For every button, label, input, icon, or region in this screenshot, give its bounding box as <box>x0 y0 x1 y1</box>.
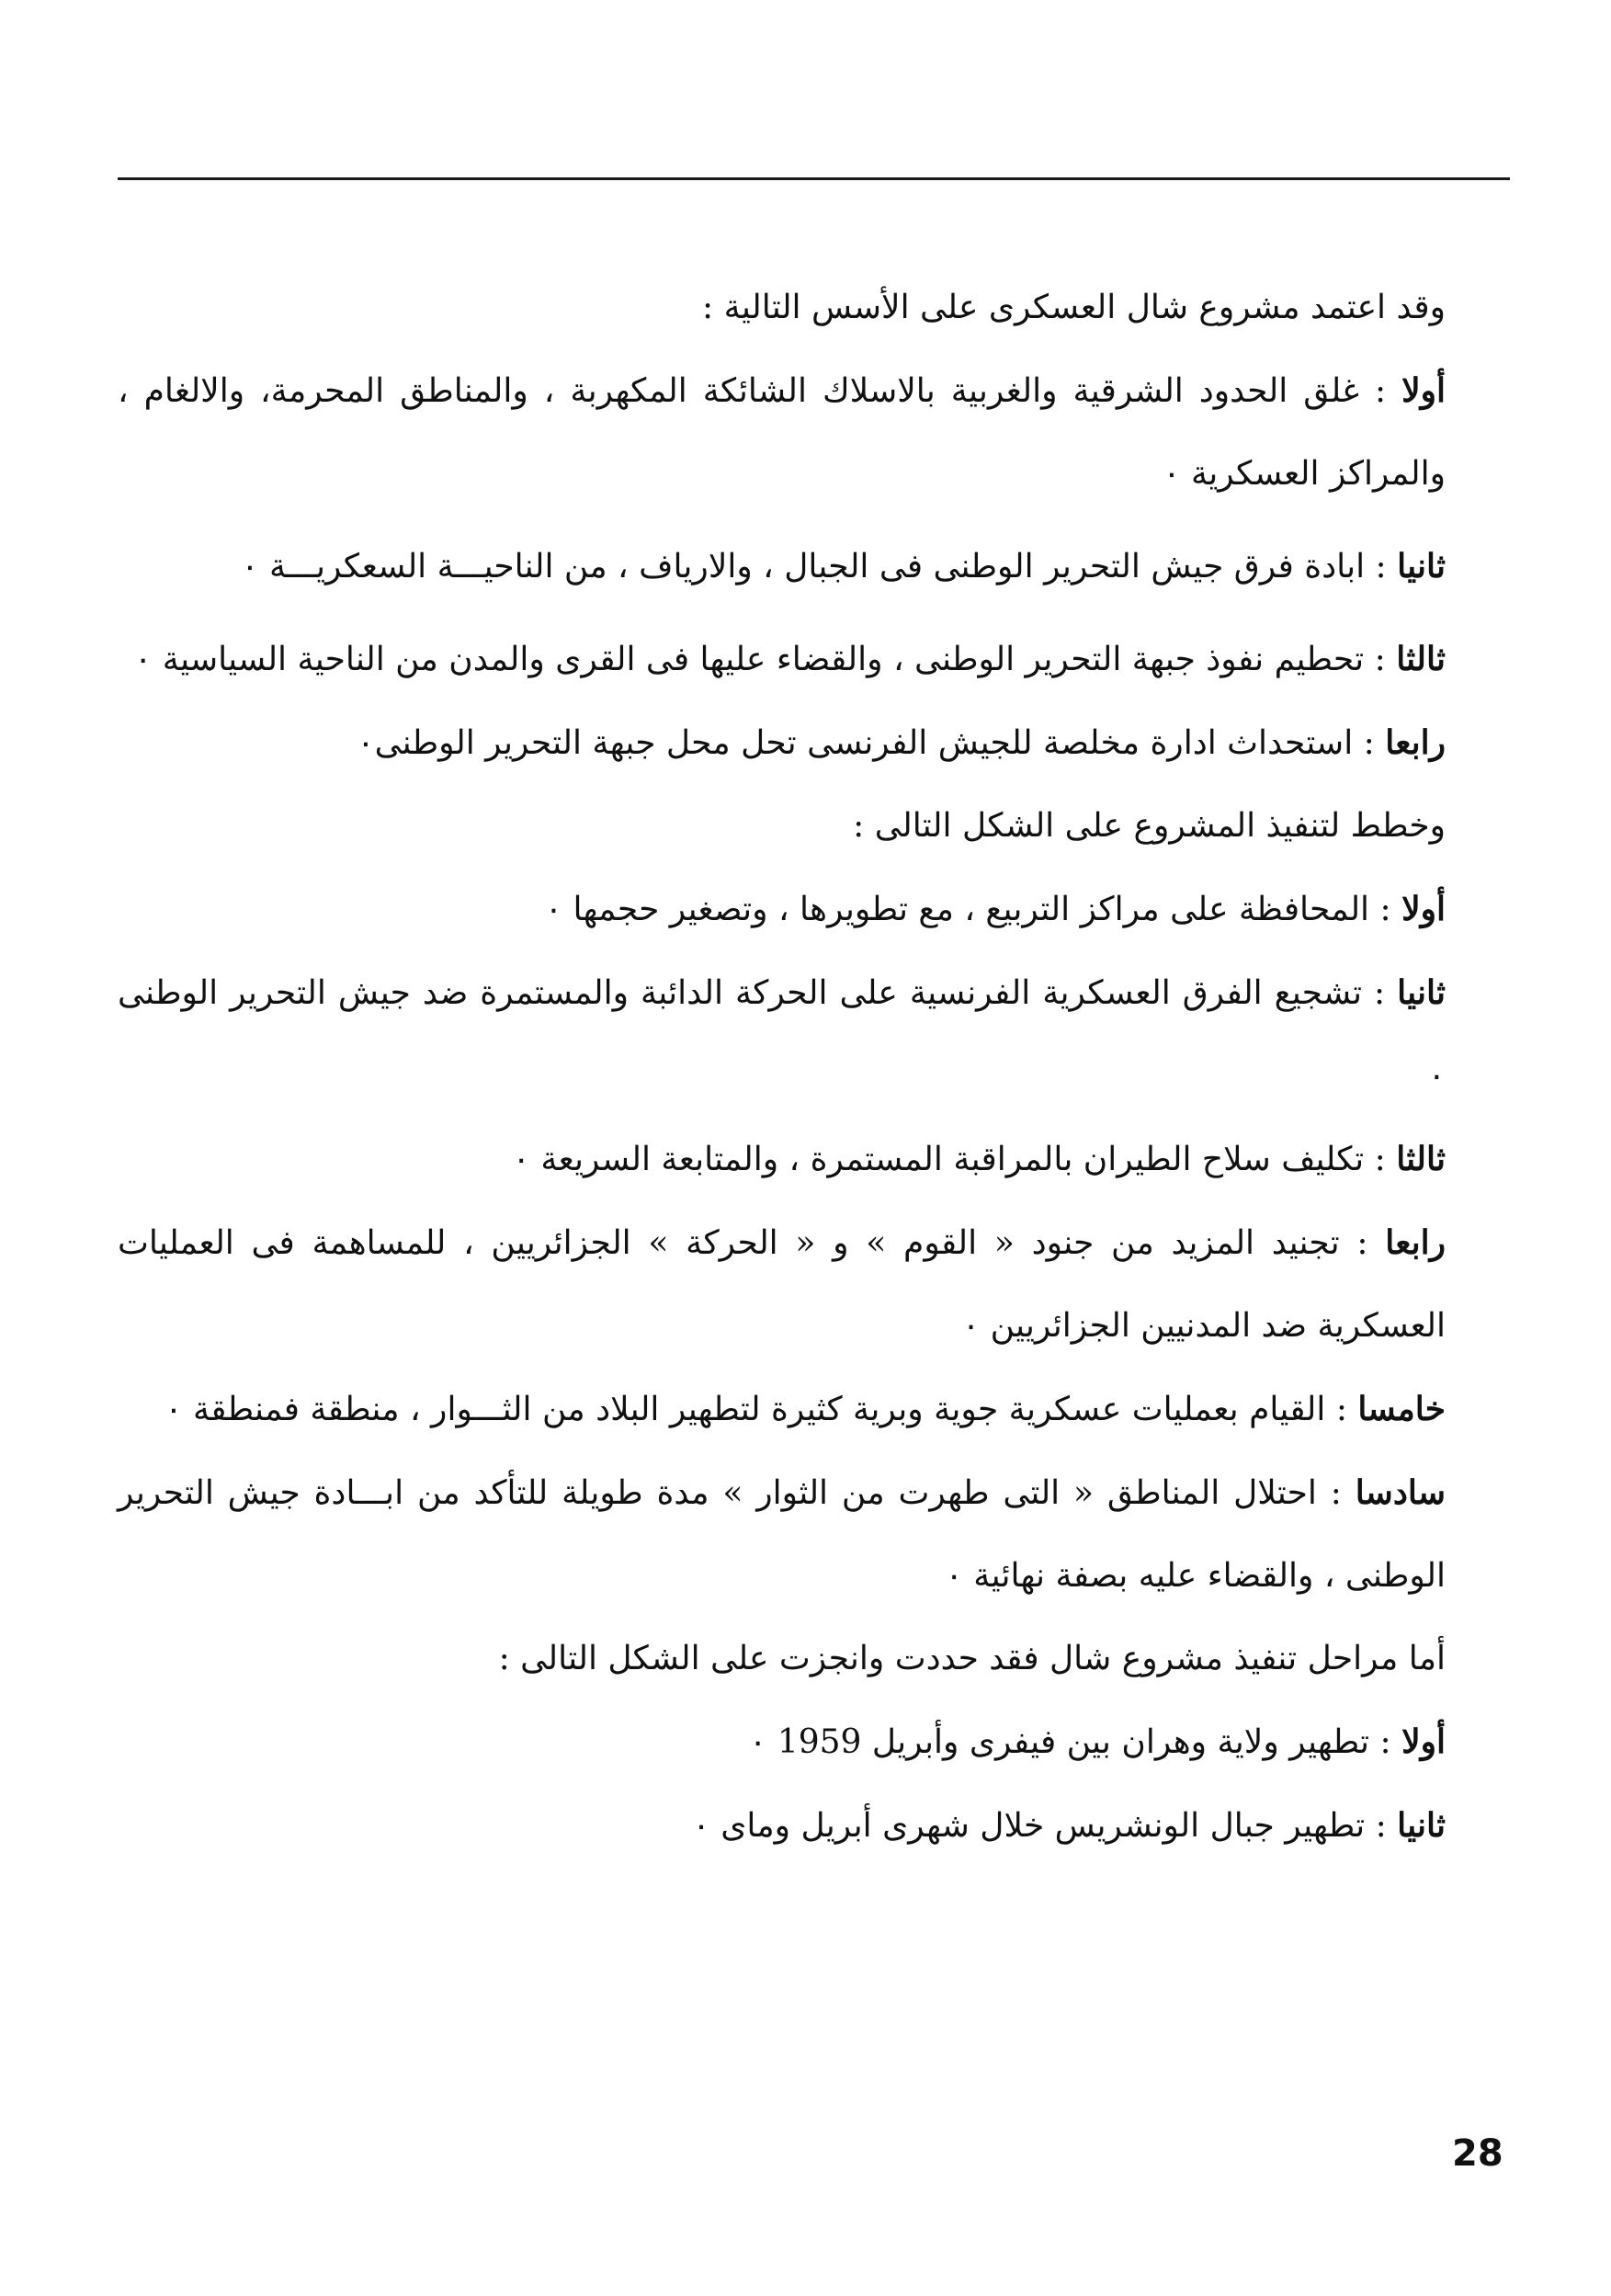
foundation-text: : غلق الحدود الشرقية والغربية بالاسلاك الشائكة المكهربة ، والمناطق المحرمة، والالغام ، والمراكز العسكرية ٠ <box>118 372 1446 493</box>
foundation-text: : استحداث ادارة مخلصة للجيش الفرنسى تحل محل جبهة التحرير الوطنى٠ <box>357 724 1375 762</box>
step-text: : تجنيد المزيد من جنود « القوم » و « الحركة » الجزائريين ، للمساهمة فى العمليات العسكرية ضد المدنيين الجزائريين ٠ <box>118 1224 1446 1345</box>
step-text: : القيام بعمليات عسكرية جوية وبرية كثيرة لتطهير البلاد من الثـــوار ، منطقة فمنطقة ٠ <box>165 1391 1347 1428</box>
step-text: : تشجيع الفرق العسكرية الفرنسية على الحركة الدائبة والمستمرة ضد جيش التحرير الوطنى ٠ <box>118 974 1446 1095</box>
foundation-text: : ابادة فرق جيش التحرير الوطنى فى الجبال ، والارياف ، من الناحيـــة السعكريـــة ٠ <box>241 548 1387 585</box>
plan-step-6 <box>118 1451 1510 1618</box>
stage-2 <box>118 1784 1510 1868</box>
stages-intro <box>118 1618 1510 1700</box>
foundation-item-1 <box>118 349 1510 516</box>
foundation-item-2 <box>118 525 1510 608</box>
step-text: : المحافظة على مراكز التربيع ، مع تطويرها ، وتصغير حجمها ٠ <box>544 891 1391 928</box>
foundation-label: أولا <box>1401 371 1446 410</box>
stage-1 <box>118 1700 1510 1784</box>
step-text: : احتلال المناطق « التى طهرت من الثوار » مدة طويلة للتأكد من ابـــادة جيش التحرير الوطنى ، والقضاء عليه بصفة نهائية ٠ <box>118 1474 1446 1595</box>
step-label: سادسا <box>1355 1473 1446 1512</box>
plan-intro-text: وخطط لتنفيذ المشروع على الشكل التالى : <box>853 807 1446 845</box>
stages-intro-text: أما مراحل تنفيذ مشروع شال فقد حددت وانجزت على الشكل التالى : <box>498 1640 1446 1677</box>
foundation-text: : تحطيم نفوذ جبهة التحرير الوطنى ، والقضاء عليها فى القرى والمدن من الناحية السياسية ٠ <box>134 641 1386 678</box>
step-label: ثالثا <box>1396 1140 1446 1178</box>
intro-text: وقد اعتمد مشروع شال العسكرى على الأسس التالية : <box>702 289 1446 326</box>
stage-text: : تطهير ولاية وهران بين فيفرى وأبريل 1959 ٠ <box>749 1723 1391 1761</box>
header-rule <box>118 177 1510 180</box>
foundation-label: رابعا <box>1385 723 1446 762</box>
intro-paragraph <box>118 267 1510 349</box>
plan-step-2 <box>118 951 1510 1118</box>
plan-intro <box>118 785 1510 868</box>
step-label: خامسا <box>1357 1390 1446 1428</box>
step-text: : تكليف سلاح الطيران بالمراقبة المستمرة ، والمتابعة السريعة ٠ <box>512 1141 1386 1178</box>
plan-step-3 <box>118 1118 1510 1201</box>
stage-text: : تطهير جبال الونشريس خلال شهرى أبريل وماى ٠ <box>692 1807 1387 1845</box>
foundation-item-4 <box>118 701 1510 785</box>
page-number: 28 <box>1452 2132 1503 2175</box>
step-label: رابعا <box>1385 1223 1446 1262</box>
foundation-label: ثانيا <box>1397 547 1446 585</box>
plan-step-5 <box>118 1368 1510 1451</box>
body-text <box>118 267 1510 1868</box>
plan-step-1 <box>118 868 1510 951</box>
foundation-item-3 <box>118 618 1510 701</box>
stage-label: ثانيا <box>1397 1806 1446 1845</box>
plan-step-4 <box>118 1201 1510 1368</box>
step-label: أولا <box>1401 890 1446 928</box>
step-label: ثانيا <box>1397 973 1446 1012</box>
foundation-label: ثالثا <box>1396 640 1446 678</box>
stage-label: أولا <box>1401 1722 1446 1761</box>
